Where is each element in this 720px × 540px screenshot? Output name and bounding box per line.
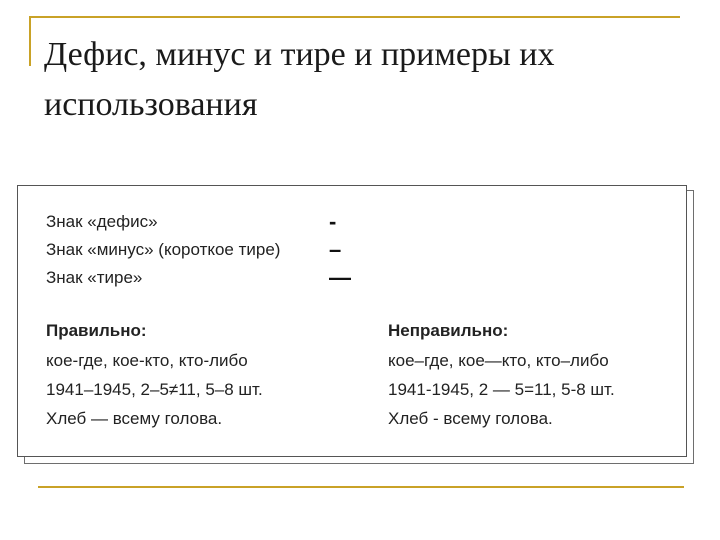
incorrect-heading: Неправильно: <box>388 321 509 340</box>
correct-line: кое-где, кое-кто, кто-либо <box>46 351 248 370</box>
sign-row-minus <box>46 237 366 266</box>
sign-row-dash <box>46 265 366 294</box>
decorative-vertical-line <box>29 16 31 66</box>
decorative-bottom-line <box>38 486 684 488</box>
slide-title: Дефис, минус и тире и примеры их использования <box>44 36 555 123</box>
sign-mark: - <box>329 209 337 234</box>
incorrect-column <box>388 316 708 433</box>
incorrect-line: кое–где, кое—кто, кто–либо <box>388 351 609 370</box>
correct-line: Хлеб — всему голова. <box>46 409 223 428</box>
sign-label: Знак «дефис» <box>46 212 158 231</box>
figure-box <box>17 185 687 457</box>
incorrect-line: 1941-1945, 2 — 5=11, 5-8 шт. <box>388 380 615 399</box>
correct-heading: Правильно: <box>46 321 147 340</box>
sign-label: Знак «минус» (короткое тире) <box>46 240 281 259</box>
sign-row-hyphen <box>46 209 366 238</box>
sign-mark: – <box>329 237 342 262</box>
incorrect-line: Хлеб - всему голова. <box>388 409 553 428</box>
decorative-top-line <box>29 16 680 18</box>
sign-label: Знак «тире» <box>46 268 143 287</box>
sign-mark: — <box>329 265 351 290</box>
correct-line: 1941–1945, 2–5≠11, 5–8 шт. <box>46 380 263 399</box>
correct-column <box>46 316 366 433</box>
